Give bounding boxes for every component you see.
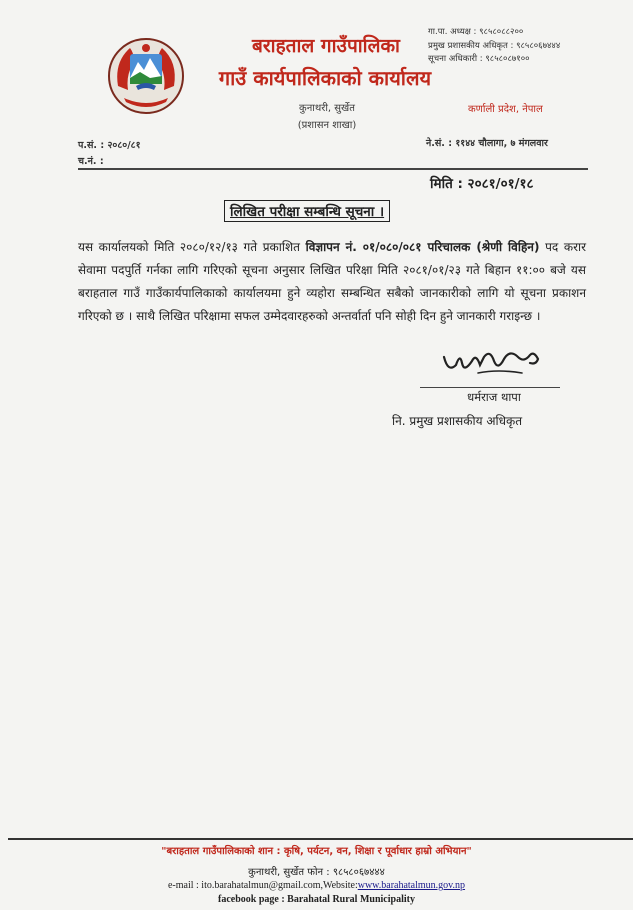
notice-body-part1: यस कार्यालयको मिति २०८०/१२/१३ गते प्रकाशित <box>78 240 306 254</box>
footer-facebook: facebook page : Barahatal Rural Municipality <box>218 894 415 905</box>
contact-info-officer: सूचना अधिकारी : ९८५८०८७१०० <box>428 54 530 64</box>
contact-chairperson: गा.पा. अध्यक्ष : ९८५८०८८२०० <box>428 27 524 37</box>
notice-date: मिति : २०८१/०१/१८ <box>430 176 534 192</box>
email-address: ito.barahatalmun@gmail.com <box>201 880 321 891</box>
footer-phone: कुनाथरी, सुर्खेत फोन : ९८५८०६७४४४ <box>248 867 385 878</box>
signatory-name: धर्मराज थापा <box>467 390 521 404</box>
municipality-name: बराहताल गाउँपालिका <box>252 35 400 57</box>
letter-ref-number: प.सं. : २०८०/८१ <box>78 140 141 151</box>
header-divider <box>78 168 588 170</box>
website-label: ,Website: <box>320 880 358 891</box>
office-name: गाउँ कार्यपालिकाको कार्यालय <box>218 66 432 90</box>
signature-line <box>420 387 560 388</box>
website-link[interactable]: www.barahatalmun.gov.np <box>357 880 466 891</box>
notice-body <box>78 236 586 328</box>
notice-body-part2: पद करार सेवामा पदपुर्ति गर्नका लागि गरिएको सूचना अनुसार लिखित परिक्षा मिति २०८१/०१/२३ गते बिहान ११:०० बजे यस बराहताल गाउँ गाउँकार्यपालिकाको कार्यालयमा हुने व्यहोरा सम्बन्धित सबैको जानकारीको लागि यो सूचना प्रकाशन गरिएको छ । साथै लिखित परिक्षामा सफल उम्मेदवारहरुको अन्तर्वार्ता पनि सोही दिन हुने जानकारी गराइन्छ । <box>78 240 586 323</box>
office-location: कुनाथरी, सुर्खेत <box>299 103 355 114</box>
dispatch-number: च.नं. : <box>78 156 104 167</box>
nepal-sambat-date: ने.सं. : ११४४ चौलागा, ७ मंगलवार <box>426 138 548 149</box>
footer-contact-line <box>0 880 633 891</box>
footer-divider <box>8 838 633 840</box>
signature-icon <box>438 343 554 383</box>
footer-slogan: "बराहताल गाउँपालिकाको शान : कृषि, पर्यटन, वन, शिक्षा र पूर्वाधार हाम्रो अभियान" <box>161 846 472 857</box>
contact-numbers <box>428 26 628 67</box>
notice-body-bold: विज्ञापन नं. ०१/०८०/०८१ परिचालक (श्रेणी विहिन) <box>305 240 540 254</box>
province-label: कर्णाली प्रदेश, नेपाल <box>468 104 543 115</box>
signatory-title: नि. प्रमुख प्रशासकीय अधिकृत <box>392 414 523 428</box>
notice-title: लिखित परीक्षा सम्बन्धि सूचना । <box>224 200 390 222</box>
nepal-emblem-icon <box>106 36 186 116</box>
contact-cao: प्रमुख प्रशासकीय अधिकृत : ९८५८०६७४४४ <box>428 40 561 51</box>
office-branch: (प्रशासन शाखा) <box>297 120 357 131</box>
email-label: e-mail : <box>167 880 202 891</box>
